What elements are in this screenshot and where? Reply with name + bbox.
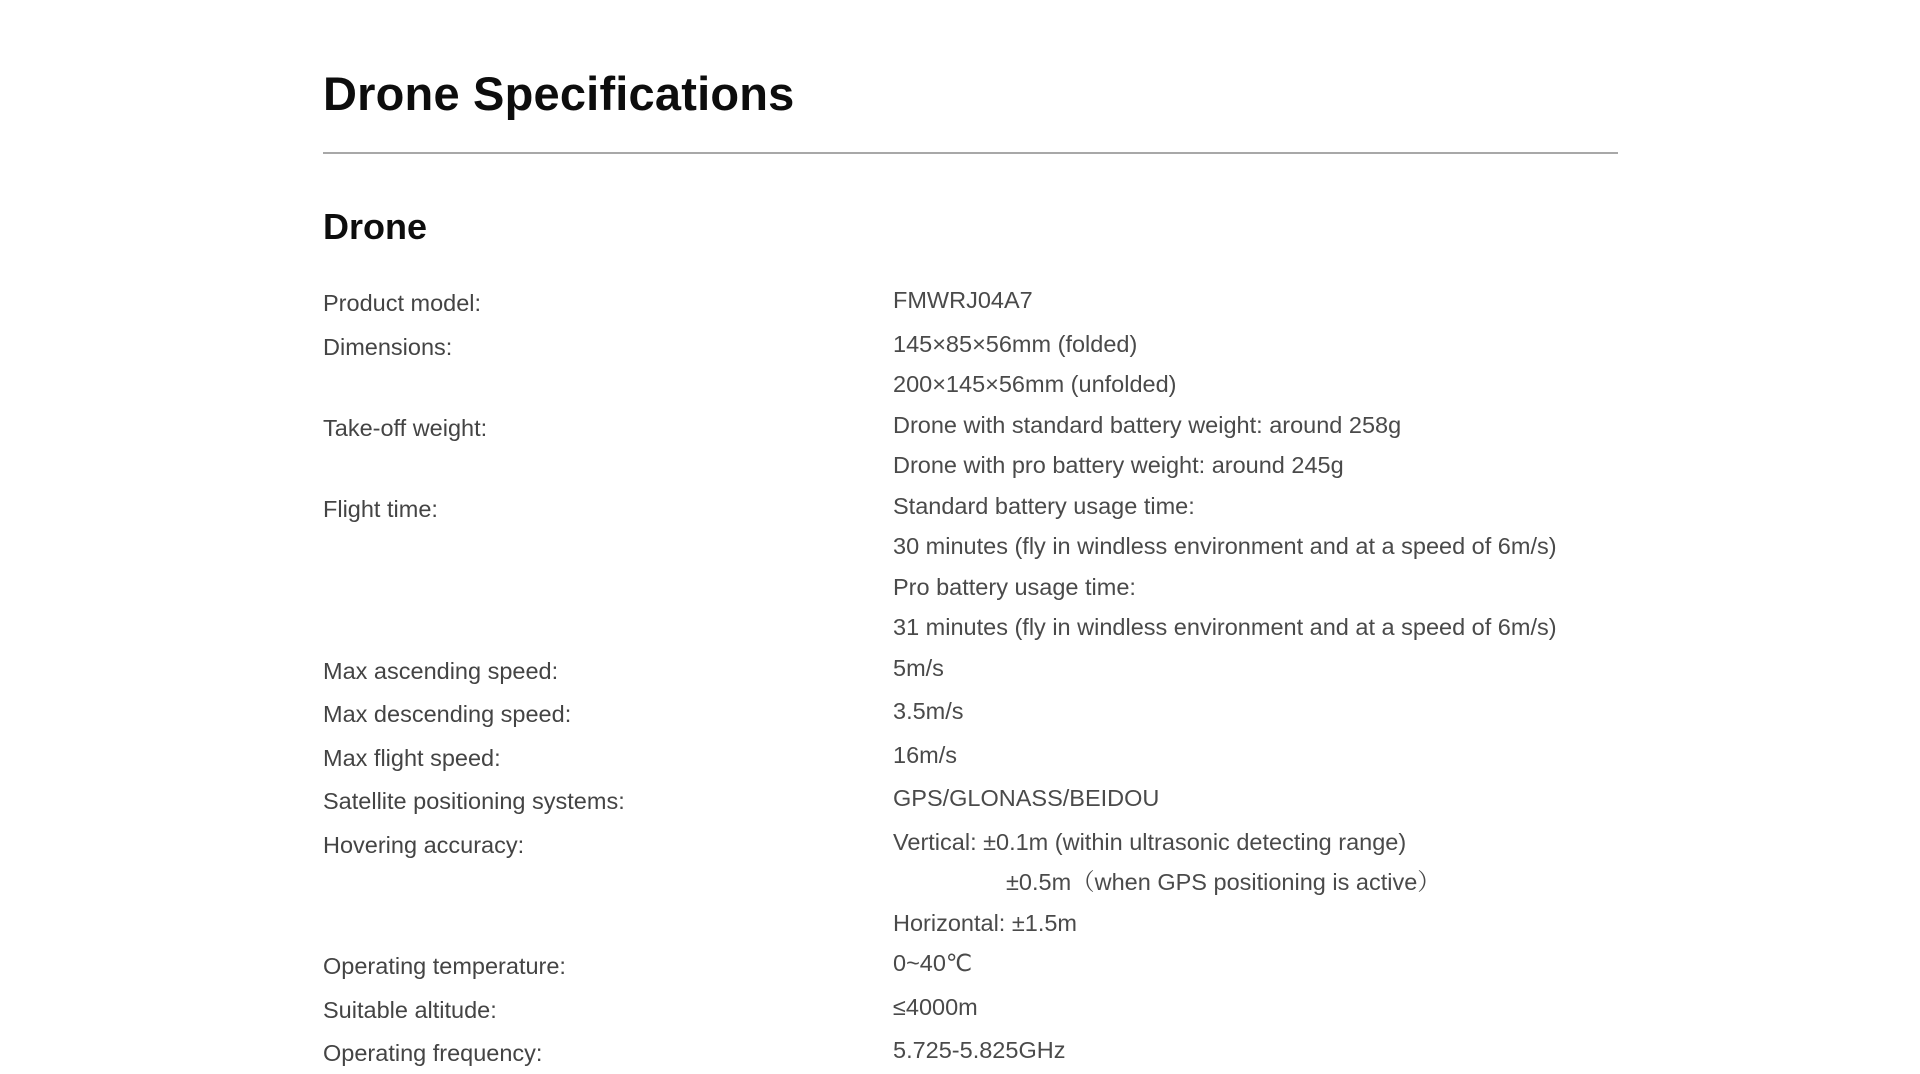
section-title: Drone bbox=[323, 206, 428, 247]
spec-label: Satellite positioning systems: bbox=[323, 788, 625, 814]
spec-label: Max ascending speed: bbox=[323, 657, 559, 684]
spec-values bbox=[893, 280, 1618, 321]
spec-row-dimensions bbox=[323, 324, 1618, 405]
spec-row-takeoff-weight bbox=[323, 405, 1618, 486]
spec-value: 3.5m/s bbox=[893, 698, 964, 724]
spec-row-satellite-positioning bbox=[323, 778, 1618, 822]
spec-value: Standard battery usage time: bbox=[893, 492, 1195, 519]
spec-value: ≤4000m bbox=[893, 993, 978, 1020]
spec-values bbox=[893, 1030, 1618, 1071]
spec-values bbox=[893, 324, 1618, 405]
spec-label: Flight time: bbox=[323, 495, 438, 522]
spec-label: Product model: bbox=[323, 290, 482, 316]
spec-values bbox=[893, 648, 1618, 689]
spec-values bbox=[893, 735, 1618, 776]
spec-value: 30 minutes (fly in windless environment and at a speed of 6m/s) bbox=[893, 533, 1557, 559]
spec-label: Dimensions: bbox=[323, 333, 453, 360]
spec-label: Max descending speed: bbox=[323, 701, 572, 727]
spec-value: GPS/GLONASS/BEIDOU bbox=[893, 785, 1160, 811]
spec-value: Horizontal: ±1.5m bbox=[893, 909, 1077, 936]
spec-values bbox=[893, 822, 1618, 944]
spec-value: 145×85×56mm (folded) bbox=[893, 330, 1138, 357]
spec-label: Suitable altitude: bbox=[323, 996, 497, 1023]
spec-value: 200×145×56mm (unfolded) bbox=[893, 371, 1177, 397]
spec-row-operating-temperature bbox=[323, 943, 1618, 987]
spec-label: Hovering accuracy: bbox=[323, 831, 525, 858]
spec-row-max-descending-speed bbox=[323, 691, 1618, 735]
spec-list bbox=[323, 280, 1618, 1074]
spec-value: 5m/s bbox=[893, 654, 944, 681]
spec-value: Pro battery usage time: bbox=[893, 573, 1136, 600]
spec-row-max-flight-speed bbox=[323, 735, 1618, 779]
spec-value: Drone with standard battery weight: around 258g bbox=[893, 411, 1402, 438]
spec-value: Vertical: ±0.1m (within ultrasonic detecting range) bbox=[893, 828, 1407, 855]
spec-values bbox=[893, 405, 1618, 486]
spec-value: FMWRJ04A7 bbox=[893, 287, 1033, 313]
spec-value: Drone with pro battery weight: around 245g bbox=[893, 452, 1344, 478]
spec-values bbox=[893, 943, 1618, 984]
spec-row-suitable-altitude bbox=[323, 987, 1618, 1031]
spec-values bbox=[893, 987, 1618, 1028]
page-title: Drone Specifications bbox=[323, 67, 795, 120]
spec-row-flight-time bbox=[323, 486, 1618, 648]
spec-row-product-model bbox=[323, 280, 1618, 324]
spec-value: 5.725-5.825GHz bbox=[893, 1037, 1066, 1063]
title-divider bbox=[323, 152, 1618, 154]
spec-value: 0~40℃ bbox=[893, 950, 973, 976]
spec-row-hovering-accuracy bbox=[323, 822, 1618, 944]
spec-row-max-ascending-speed bbox=[323, 648, 1618, 692]
spec-value: 16m/s bbox=[893, 741, 957, 768]
spec-values bbox=[893, 778, 1618, 819]
spec-label: Operating frequency: bbox=[323, 1040, 543, 1066]
spec-label: Max flight speed: bbox=[323, 744, 501, 771]
spec-value: 31 minutes (fly in windless environment and at a speed of 6m/s) bbox=[893, 614, 1557, 640]
spec-label: Take-off weight: bbox=[323, 414, 488, 441]
spec-value: ±0.5m（when GPS positioning is active） bbox=[1006, 869, 1441, 895]
spec-values bbox=[893, 691, 1618, 732]
spec-values bbox=[893, 486, 1618, 648]
spec-label: Operating temperature: bbox=[323, 953, 566, 979]
